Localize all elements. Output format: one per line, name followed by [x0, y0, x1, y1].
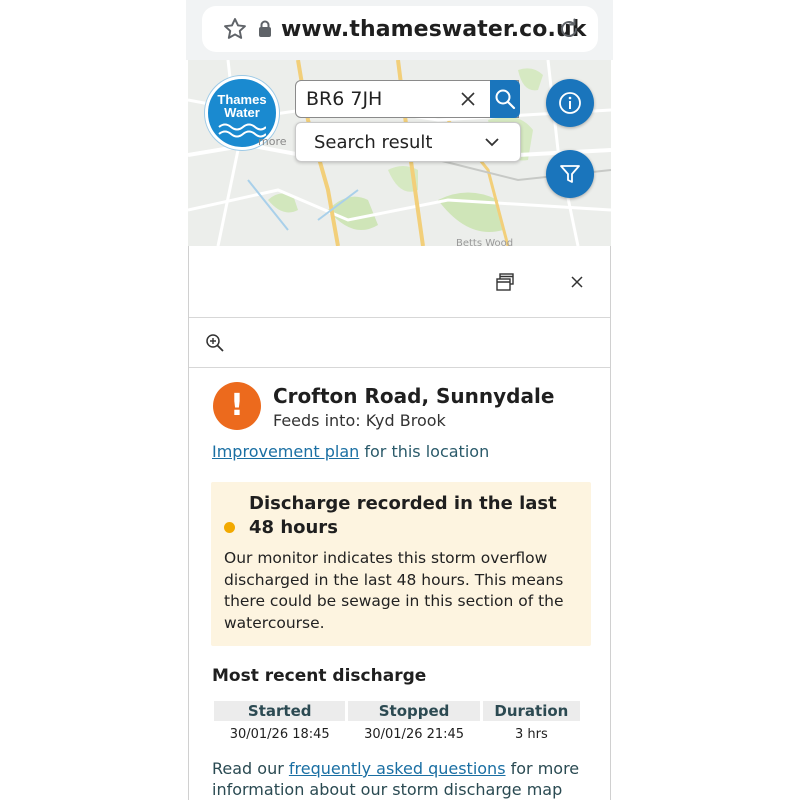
filter-icon	[558, 162, 582, 186]
improvement-plan-suffix: for this location	[359, 442, 490, 461]
faq-prefix: Read our	[212, 759, 289, 778]
chevron-down-icon	[484, 137, 500, 147]
info-icon	[558, 91, 582, 115]
info-button[interactable]	[546, 79, 594, 127]
started-cell: 30/01/26 18:45	[229, 726, 330, 742]
logo-text-line2: Water	[224, 105, 260, 120]
address-bar[interactable]	[202, 6, 598, 52]
recent-discharge-heading: Most recent discharge	[212, 666, 427, 686]
discharge-table	[211, 701, 583, 747]
column-header-stopped: Stopped	[348, 701, 479, 721]
table-row	[214, 721, 580, 747]
alert-body: Our monitor indicates this storm overflow discharged in the last 48 hours. This means there could be sewage in this section of the watercourse.	[224, 549, 564, 632]
search-button[interactable]	[490, 80, 520, 118]
search-result-label: Search result	[314, 132, 433, 153]
feeds-into-text: Feeds into: Kyd Brook	[273, 411, 446, 430]
search-icon	[494, 88, 516, 110]
zoom-to-icon[interactable]	[205, 333, 225, 353]
faq-suffix: for more information about our storm discharge map	[212, 759, 580, 799]
warning-status-icon: !	[213, 382, 261, 430]
logo-text-line1: Thames	[217, 92, 267, 107]
map-place-label: Betts Wood	[456, 238, 514, 246]
reload-icon[interactable]	[557, 17, 581, 41]
improvement-plan-line	[212, 442, 489, 461]
url-text[interactable]: www.thameswater.co.uk	[281, 17, 587, 42]
lock-icon	[258, 20, 272, 38]
discharge-alert	[211, 482, 591, 646]
faq-link[interactable]: frequently asked questions	[288, 759, 506, 778]
improvement-plan-link[interactable]: Improvement plan	[212, 442, 360, 461]
search-input-value[interactable]: BR6 7JH	[306, 88, 383, 110]
location-details-panel	[188, 246, 611, 800]
map-place-label: more	[258, 135, 287, 148]
alert-title: Discharge recorded in the last 48 hours	[249, 493, 557, 538]
browser-toolbar	[186, 0, 613, 60]
panel-toolbar	[189, 318, 610, 368]
close-icon[interactable]	[571, 276, 583, 288]
stopped-cell: 30/01/26 21:45	[364, 726, 465, 742]
dock-panel-icon[interactable]	[495, 272, 515, 292]
panel-header	[189, 246, 610, 318]
phone-screen	[186, 0, 613, 800]
column-header-started: Started	[214, 701, 345, 721]
filter-button[interactable]	[546, 150, 594, 198]
column-header-duration: Duration	[483, 701, 580, 721]
postcode-search-input[interactable]	[295, 80, 519, 118]
duration-cell: 3 hrs	[515, 726, 548, 742]
location-title: Crofton Road, Sunnydale	[273, 384, 555, 408]
search-result-dropdown[interactable]	[295, 122, 521, 162]
bookmark-star-icon[interactable]	[222, 16, 248, 42]
faq-paragraph	[212, 758, 592, 800]
map-view[interactable]	[188, 60, 611, 246]
alert-status-dot	[224, 522, 235, 533]
clear-search-icon[interactable]	[460, 91, 476, 107]
table-header-row	[214, 701, 580, 721]
